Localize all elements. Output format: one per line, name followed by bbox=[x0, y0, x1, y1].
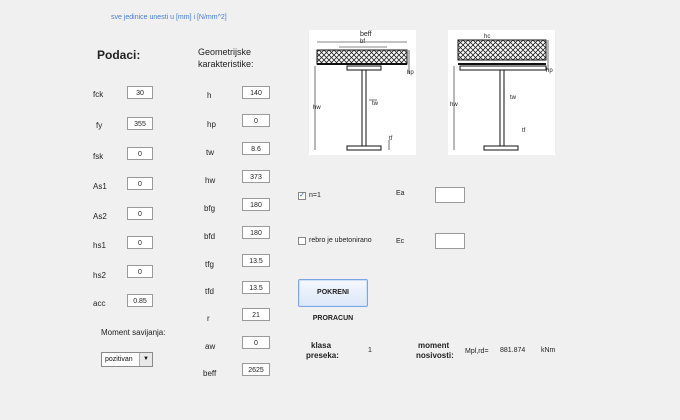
klasa-label-1: klasa bbox=[311, 341, 332, 350]
moment-savijanja-label: Moment savijanja: bbox=[101, 328, 166, 337]
mpl-unit: kNm bbox=[541, 347, 556, 354]
i-beam-slab-icon bbox=[309, 30, 416, 155]
n1-label: n=1 bbox=[309, 192, 321, 199]
ec-label: Ec bbox=[396, 238, 405, 245]
input-hs2[interactable]: 0 bbox=[127, 265, 153, 278]
diagram1-hp-label: hp bbox=[407, 70, 414, 76]
label-hw: hw bbox=[205, 176, 216, 185]
n1-checkbox[interactable]: ✓ bbox=[299, 192, 305, 199]
moment-label-2: nosivosti: bbox=[416, 351, 454, 360]
ea-input[interactable] bbox=[435, 187, 465, 203]
label-bfg: bfg bbox=[204, 204, 216, 213]
moment-select-value: pozitivan bbox=[105, 356, 133, 363]
label-h: h bbox=[207, 91, 212, 100]
ec-input[interactable] bbox=[435, 233, 465, 249]
input-acc[interactable]: 0.85 bbox=[127, 294, 153, 307]
label-fck: fck bbox=[93, 90, 104, 99]
input-r[interactable]: 21 bbox=[242, 308, 270, 321]
label-fsk: fsk bbox=[93, 152, 104, 161]
pokreni-proracun-button[interactable]: POKRENI PRORACUN bbox=[298, 279, 368, 307]
input-hs1[interactable]: 0 bbox=[127, 236, 153, 249]
diagram1-hw-label: hw bbox=[313, 105, 321, 111]
input-fsk[interactable]: 0 bbox=[127, 147, 153, 160]
chevron-down-icon[interactable]: ▼ bbox=[139, 353, 152, 366]
label-beff: beff bbox=[203, 369, 217, 378]
input-h[interactable]: 140 bbox=[242, 86, 270, 99]
input-as1[interactable]: 0 bbox=[127, 177, 153, 190]
label-hp: hp bbox=[207, 120, 216, 129]
input-bfg[interactable]: 180 bbox=[242, 198, 270, 211]
diagram2-hc-label: hc bbox=[484, 34, 491, 40]
label-fy: fy bbox=[96, 121, 103, 130]
input-hp[interactable]: 0 bbox=[242, 114, 270, 127]
input-aw[interactable]: 0 bbox=[242, 336, 270, 349]
diagram1-bf-label: bf bbox=[360, 39, 366, 45]
input-bfd[interactable]: 180 bbox=[242, 226, 270, 239]
input-hw[interactable]: 373 bbox=[242, 170, 270, 183]
geometric-title-2: karakteristike: bbox=[198, 59, 254, 69]
moment-label-1: moment bbox=[418, 341, 450, 350]
label-as1: As1 bbox=[93, 182, 107, 191]
label-hs1: hs1 bbox=[93, 241, 106, 250]
input-beff[interactable]: 2625 bbox=[242, 363, 270, 376]
label-r: r bbox=[207, 314, 210, 323]
cross-section-diagram-1 bbox=[309, 30, 416, 155]
moment-select[interactable] bbox=[101, 352, 153, 367]
rebro-checkbox[interactable] bbox=[298, 237, 306, 245]
klasa-label-2: preseka: bbox=[306, 351, 339, 360]
label-bfd: bfd bbox=[204, 232, 216, 241]
input-fck[interactable]: 30 bbox=[127, 86, 153, 99]
diagram2-tw-label: tw bbox=[510, 95, 516, 101]
mpl-value: 881.874 bbox=[500, 347, 526, 354]
mpl-label: Mpl,rd= bbox=[465, 348, 489, 355]
input-tfd[interactable]: 13.5 bbox=[242, 281, 270, 294]
t-beam-slab-icon bbox=[448, 30, 555, 155]
diagram1-tw-label: tw bbox=[372, 101, 378, 107]
input-tw[interactable]: 8.6 bbox=[242, 142, 270, 155]
klasa-value: 1 bbox=[368, 347, 372, 354]
label-hs2: hs2 bbox=[93, 271, 106, 280]
label-as2: As2 bbox=[93, 212, 107, 221]
cross-section-diagram-2 bbox=[448, 30, 555, 155]
label-aw: aw bbox=[205, 342, 216, 351]
diagram1-tf-label: tf bbox=[389, 136, 393, 142]
rebro-label: rebro je ubetonirano bbox=[309, 237, 372, 244]
units-hint: sve jedinice unesti u [mm] i [N/mm^2] bbox=[111, 14, 227, 21]
diagram2-hw-label: hw bbox=[450, 102, 458, 108]
ea-label: Ea bbox=[396, 190, 405, 197]
label-tfd: tfd bbox=[205, 287, 214, 296]
input-fy[interactable]: 355 bbox=[127, 117, 153, 130]
geometric-title-1: Geometrijske bbox=[198, 47, 252, 57]
podaci-title: Podaci: bbox=[97, 48, 141, 62]
diagram1-beff-label: beff bbox=[360, 31, 372, 38]
label-acc: acc bbox=[93, 299, 106, 308]
label-tw: tw bbox=[206, 148, 214, 157]
diagram2-hp-label: hp bbox=[546, 68, 553, 74]
label-tfg: tfg bbox=[205, 260, 214, 269]
input-as2[interactable]: 0 bbox=[127, 207, 153, 220]
input-tfg[interactable]: 13.5 bbox=[242, 254, 270, 267]
diagram2-tf-label: tf bbox=[522, 128, 526, 134]
